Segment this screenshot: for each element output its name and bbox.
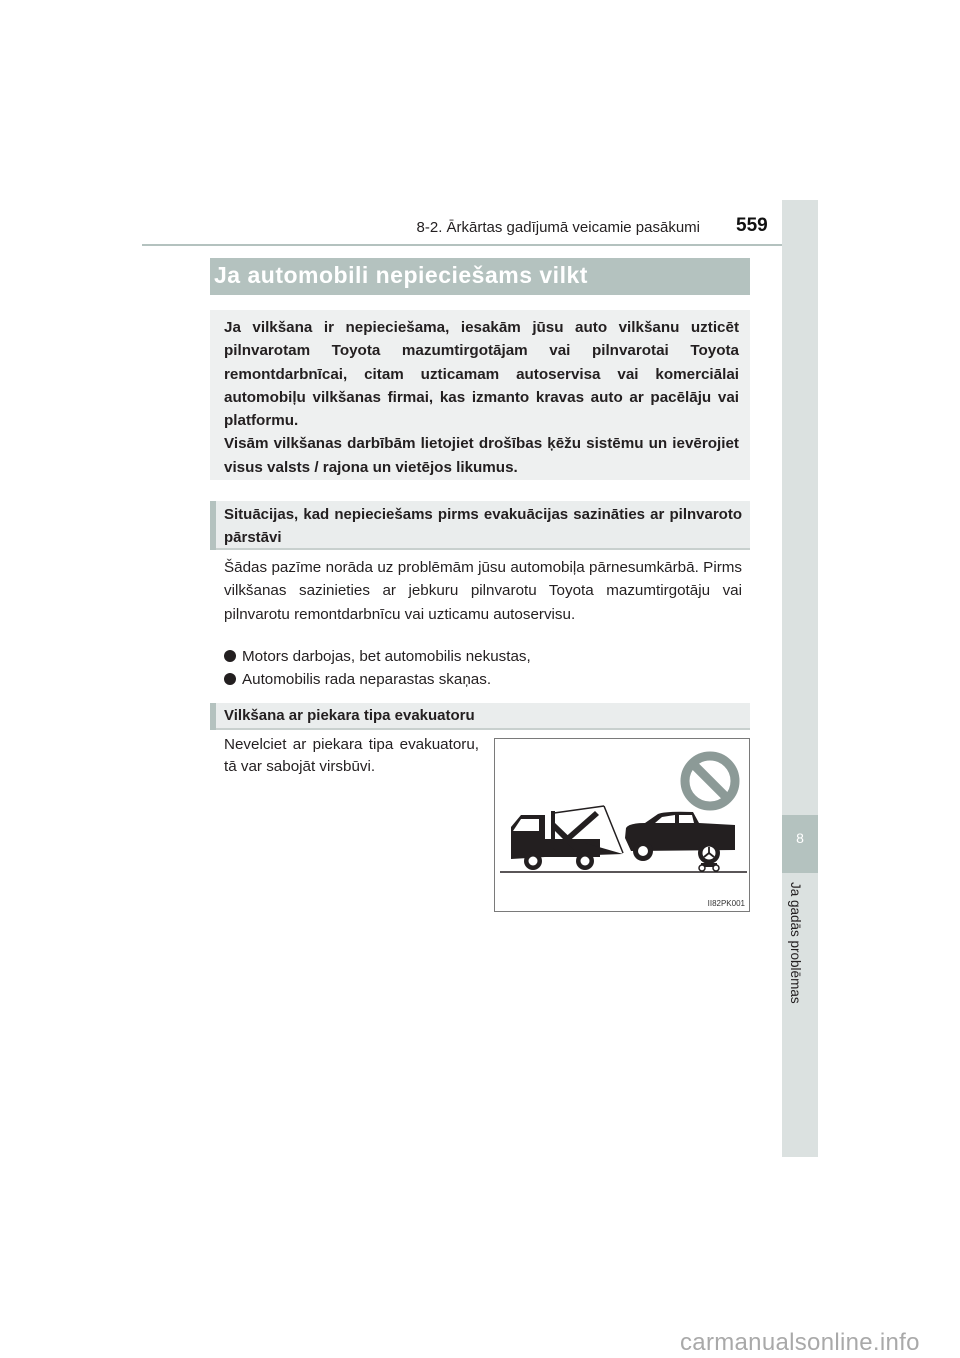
- intro-paragraph-1: Ja vilkšana ir nepieciešama, iesakām jūsu auto vilkšanu uzticēt pilnvarotam Toyota mazumtirgotājam vai pilnvarotai Toyota remontdarbnīcai, citam uzticamam autoservisa vai komerciālai automobiļu vilkšanas firmai, kas izmanto kravas auto ar pacēlāju vai platformu.: [224, 319, 739, 430]
- prohibited-icon: [685, 756, 735, 806]
- side-tab: [782, 200, 818, 1157]
- tow-truck-illustration: [494, 738, 750, 912]
- section-2-heading: Vilkšana ar piekara tipa evakuatoru: [224, 707, 475, 724]
- bullet-item: Automobilis rada neparastas skaņas.: [224, 668, 491, 691]
- header-rule: [142, 244, 818, 246]
- bullet-item: Motors darbojas, bet automobilis nekustas,: [224, 645, 531, 668]
- running-head: 8-2. Ārkārtas gadījumā veicamie pasākumi: [416, 219, 700, 236]
- chapter-number: 8: [796, 830, 804, 846]
- intro-paragraph-2: Visām vilkšanas darbībām lietojiet drošības ķēžu sistēmu un ievērojiet visus valsts / rajona un vietējos likumus.: [224, 435, 739, 476]
- page-title: Ja automobili nepieciešams vilkt: [214, 262, 588, 288]
- figure-code: II82PK001: [707, 899, 745, 908]
- section-1-heading: Situācijas, kad nepieciešams pirms evakuācijas sazināties ar pilnvaroto pārstāvi: [224, 506, 742, 546]
- section-2-body: Nevelciet ar piekara tipa evakuatoru, tā var sabojāt virsbūvi.: [224, 736, 479, 775]
- tow-truck-icon: [511, 811, 623, 859]
- section-1-body: Šādas pazīme norāda uz problēmām jūsu automobiļa pārnesumkārbā. Pirms vilkšanas sazinieties ar jebkuru pilnvarotu Toyota mazumtirgotāju vai pilnvarotu remontdarbnīcu vai uzticamu autoservisu.: [224, 559, 742, 623]
- section-1-heading-box: [210, 501, 750, 550]
- heading-accent-bar: [210, 501, 216, 550]
- bullet-icon: [224, 673, 236, 685]
- chapter-title: Ja gadās problēmas: [788, 882, 803, 1004]
- bullet-icon: [224, 650, 236, 662]
- heading-accent-bar: [210, 703, 216, 730]
- tow-truck-prohibited-icon: [495, 739, 751, 913]
- page-number: 559: [736, 215, 768, 236]
- intro-text: [224, 316, 739, 479]
- section-2-heading-box: [210, 703, 750, 730]
- watermark: carmanualsonline.info: [680, 1329, 920, 1356]
